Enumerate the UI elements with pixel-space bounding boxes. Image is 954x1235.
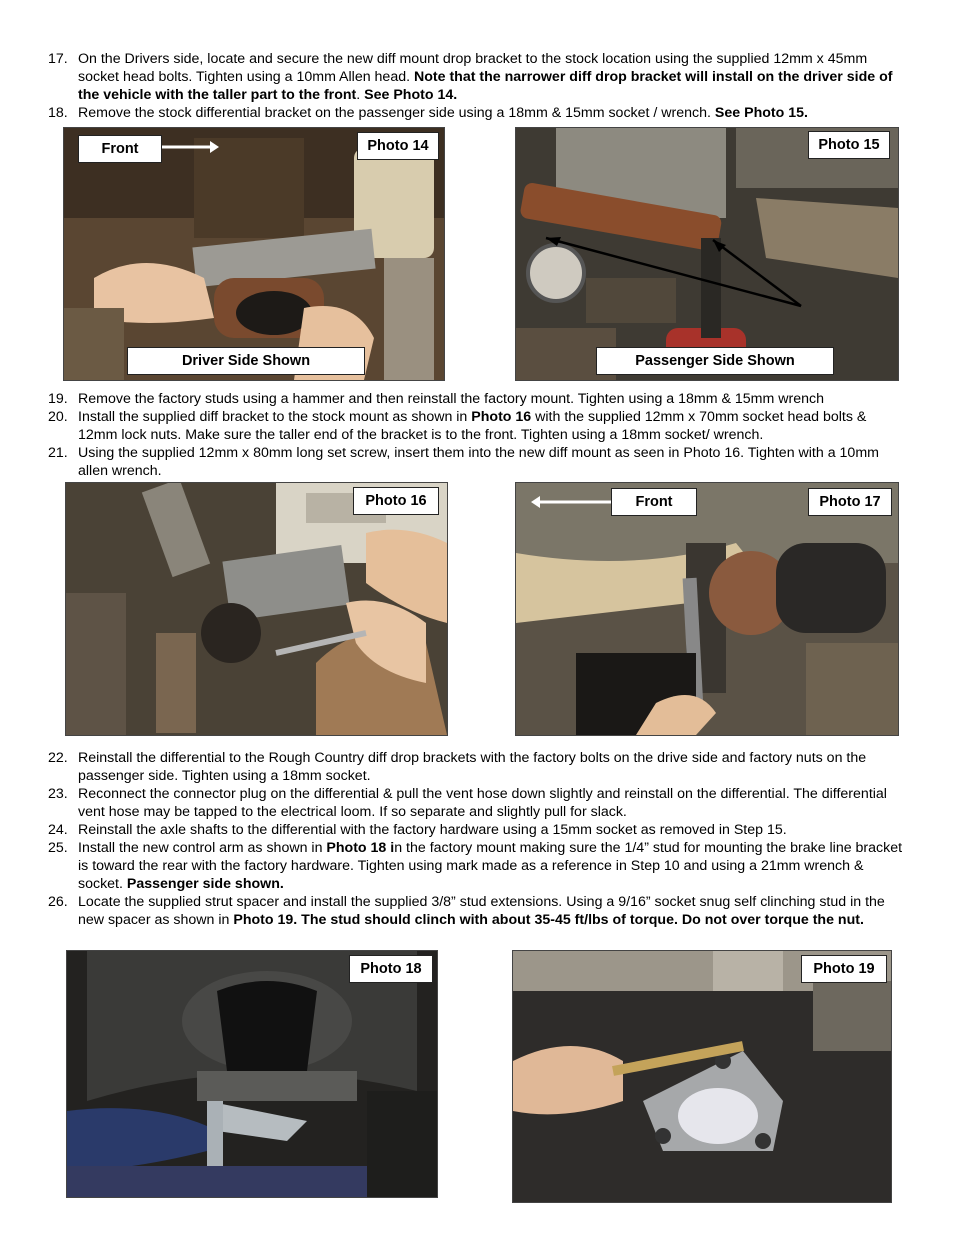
front-arrow-icon xyxy=(160,140,220,154)
photo-title: Photo 14 xyxy=(357,132,439,160)
step-text xyxy=(78,749,908,785)
step-text-run: Remove the factory studs using a hammer and then reinstall the factory mount. Tighten using a 18mm & 15mm wrench xyxy=(78,391,824,407)
front-label: Front xyxy=(611,488,697,516)
step-text-bold: See Photo 15. xyxy=(714,105,808,121)
step-22: 22. Reinstall the differential to the Rough Country diff drop brackets with the factory bolts on the drive side and factory nuts on the passenger side. Tighten using a 18mm socket. xyxy=(48,749,908,785)
step-text-run: Reinstall the differential to the Rough Country diff drop brackets with the factory bolts on the drive side and factory nuts on the passenger side. Tighten using a 18mm socket. xyxy=(78,750,867,784)
step-text xyxy=(78,893,908,929)
step-text-run: On the Drivers side, locate and secure the new diff mount drop bracket to the stock location using the supplied 12mm x 45mm socket head bolts. Tighten using a 10mm Allen head. xyxy=(78,51,868,85)
step-text-run: Locate the supplied strut spacer and install the supplied 3/8” stud extensions. Using a 9/16” socket snug self clinching stud in the new spacer as shown in xyxy=(78,894,885,928)
photo-title: Photo 16 xyxy=(353,487,439,515)
step-text-bold: Photo 16 xyxy=(471,409,532,425)
step-text-bold: See Photo 14. xyxy=(364,87,458,103)
step-text-run: Reconnect the connector plug on the differential & pull the vent hose down slightly and reinstall on the differential. The differential vent hose may be tapped to the electrical loom. If so separate and slightly pull for slack. xyxy=(78,786,887,820)
photo-title: Photo 15 xyxy=(808,131,890,159)
step-19: 19. Remove the factory studs using a hammer and then reinstall the factory mount. Tighten using a 18mm & 15mm wrench xyxy=(48,390,908,408)
step-text-run: Remove the stock differential bracket on the passenger side using a 18mm & 15mm socket / wrench. xyxy=(78,105,715,121)
photo-caption: Driver Side Shown xyxy=(127,347,365,375)
step-25: 25. Install the new control arm as shown in Photo 18 in the factory mount making sure the 1/4” stud for mounting the brake line bracket is toward the rear with the factory hardware. Tighten using mark made as a reference in Step 10 and using a 21mm wrench & socket. Passenger side shown. xyxy=(48,839,908,893)
photo-title: Photo 18 xyxy=(349,955,433,983)
step-26: 26. Locate the supplied strut spacer and install the supplied 3/8” stud extensions. Using a 9/16” socket snug self clinching stud in the new spacer as shown in Photo 19. The stud should clinch with about 35-45 ft/lbs of torque. Do not over torque the nut. xyxy=(48,893,908,929)
photo-19 xyxy=(512,950,892,1203)
step-text-bold: Photo 18 i xyxy=(326,840,395,856)
step-text-run: . xyxy=(356,87,365,103)
photo-title: Photo 17 xyxy=(808,488,892,516)
step-24: 24. Reinstall the axle shafts to the differential with the factory hardware using a 15mm socket as removed in Step 15. xyxy=(48,821,908,839)
step-text xyxy=(78,390,908,408)
photo-title: Photo 19 xyxy=(801,955,887,983)
front-arrow-icon xyxy=(530,495,614,509)
step-text-run: with the supplied 12mm x 70mm socket head bolts & 12mm lock nuts. Make sure the taller end of the bracket is to the front. Tighten using a 18mm socket/ wrench. xyxy=(78,409,867,443)
step-text-run: Reinstall the axle shafts to the differential with the factory hardware using a 15mm socket as removed in Step 15. xyxy=(78,822,787,838)
step-21: 21. Using the supplied 12mm x 80mm long set screw, insert them into the new diff mount as seen in Photo 16. Tighten with a 10mm allen wrench. xyxy=(48,444,908,480)
step-text-bold: Photo 19. The stud should clinch with about 35-45 ft/lbs of torque. Do not over torque the nut. xyxy=(233,912,864,928)
photo-17 xyxy=(515,482,899,736)
step-20: 20. Install the supplied diff bracket to the stock mount as shown in Photo 16 with the supplied 12mm x 70mm socket head bolts & 12mm lock nuts. Make sure the taller end of the bracket is to the front. Tighten using a 18mm socket/ wrench. xyxy=(48,408,908,444)
step-text xyxy=(78,839,908,893)
photo-caption: Passenger Side Shown xyxy=(596,347,834,375)
step-text-run: Install the new control arm as shown in xyxy=(78,840,327,856)
step-18: 18. Remove the stock differential bracket on the passenger side using a 18mm & 15mm socket / wrench. See Photo 15. xyxy=(48,104,908,122)
step-text xyxy=(78,444,908,480)
step-text-run: Install the supplied diff bracket to the stock mount as shown in xyxy=(78,409,472,425)
photo-14 xyxy=(63,127,445,381)
step-text-bold: Note that the narrower diff drop bracket will install on the driver side of the vehicle with the taller part to the front xyxy=(78,69,893,103)
front-label: Front xyxy=(78,135,162,163)
step-23: 23. Reconnect the connector plug on the differential & pull the vent hose down slightly and reinstall on the differential. The differential vent hose may be tapped to the electrical loom. If so separate and slightly pull for slack. xyxy=(48,785,908,821)
step-text xyxy=(78,408,908,444)
step-text xyxy=(78,104,908,122)
step-text xyxy=(78,821,908,839)
photo-18 xyxy=(66,950,438,1198)
step-text xyxy=(78,785,908,821)
step-17: 17. On the Drivers side, locate and secure the new diff mount drop bracket to the stock location using the supplied 12mm x 45mm socket head bolts. Tighten using a 10mm Allen head. Note that the narrower diff drop bracket will install on the driver side of the vehicle with the taller part to the front. See Photo 14. xyxy=(48,50,908,104)
photo-16 xyxy=(65,482,448,736)
step-text-bold: Passenger side shown. xyxy=(126,876,284,892)
photo-15 xyxy=(515,127,899,381)
step-text xyxy=(78,50,908,104)
step-text-run: Using the supplied 12mm x 80mm long set screw, insert them into the new diff mount as seen in Photo 16. Tighten with a 10mm allen wrench. xyxy=(78,445,879,479)
step-text-run: n the factory mount making sure the 1/4” stud for mounting the brake line bracket is toward the rear with the factory hardware. Tighten using mark made as a reference in Step 10 and using a 21mm wrench & socket. xyxy=(78,840,903,892)
